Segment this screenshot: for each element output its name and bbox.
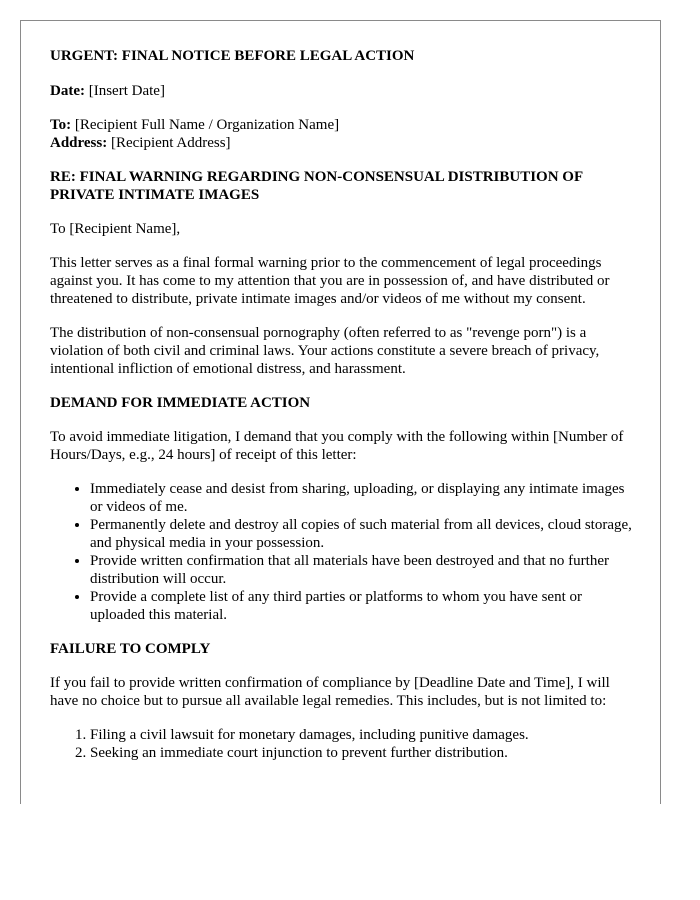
- date-label: Date:: [50, 83, 85, 99]
- date-value: [Insert Date]: [88, 83, 165, 99]
- date-line: [50, 82, 634, 100]
- address-line: [50, 134, 634, 152]
- demand-intro: To avoid immediate litigation, I demand that you comply with the following within [Number of Hours/Days, e.g., 24 hours] of receipt of this letter:: [50, 429, 624, 463]
- list-item: • Immediately cease and desist from sharing, uploading, or displaying any intimate images or videos of me.: [90, 480, 634, 516]
- failure-intro: If you fail to provide written confirmation of compliance by [Deadline Date and Time], I will have no choice but to pursue all available legal remedies. This includes, but is not limited to:: [50, 675, 610, 709]
- list-item: • Permanently delete and destroy all copies of such material from all devices, cloud storage, and physical media in your possession.: [90, 516, 634, 552]
- address-label: Address:: [50, 135, 108, 151]
- paragraph-intro: This letter serves as a final formal warning prior to the commencement of legal proceedings against you. It has come to my attention that you are in possession of, and have distributed or threatened to distribute, private intimate images and/or videos of me without my consent.: [50, 255, 610, 307]
- document-page: [20, 20, 661, 804]
- letter-body: [50, 47, 634, 762]
- demand-list: [50, 480, 634, 624]
- to-label: To:: [50, 117, 72, 133]
- paragraph-violation: The distribution of non-consensual pornography (often referred to as "revenge porn") is a violation of both civil and criminal laws. Your actions constitute a severe breach of privacy, intentional infliction of emotional distress, and harassment.: [50, 325, 600, 377]
- to-line: [50, 116, 634, 134]
- failure-heading: FAILURE TO COMPLY: [50, 641, 211, 657]
- list-item: • Provide a complete list of any third parties or platforms to whom you have sent or uploaded this material.: [90, 588, 634, 624]
- subject-line: RE: FINAL WARNING REGARDING NON-CONSENSUAL DISTRIBUTION OF PRIVATE INTIMATE IMAGES: [50, 169, 583, 203]
- salutation: To [Recipient Name],: [50, 221, 181, 237]
- demand-heading: DEMAND FOR IMMEDIATE ACTION: [50, 395, 311, 411]
- list-item: • Provide written confirmation that all materials have been destroyed and that no further distribution will occur.: [90, 552, 634, 588]
- address-value: [Recipient Address]: [110, 135, 231, 151]
- consequence-list: [50, 726, 634, 762]
- list-item: 2. Seeking an immediate court injunction to prevent further distribution.: [90, 744, 634, 762]
- letter-title: URGENT: FINAL NOTICE BEFORE LEGAL ACTION: [50, 48, 415, 64]
- to-value: [Recipient Full Name / Organization Name]: [74, 117, 340, 133]
- list-item: 1. Filing a civil lawsuit for monetary damages, including punitive damages.: [90, 726, 634, 744]
